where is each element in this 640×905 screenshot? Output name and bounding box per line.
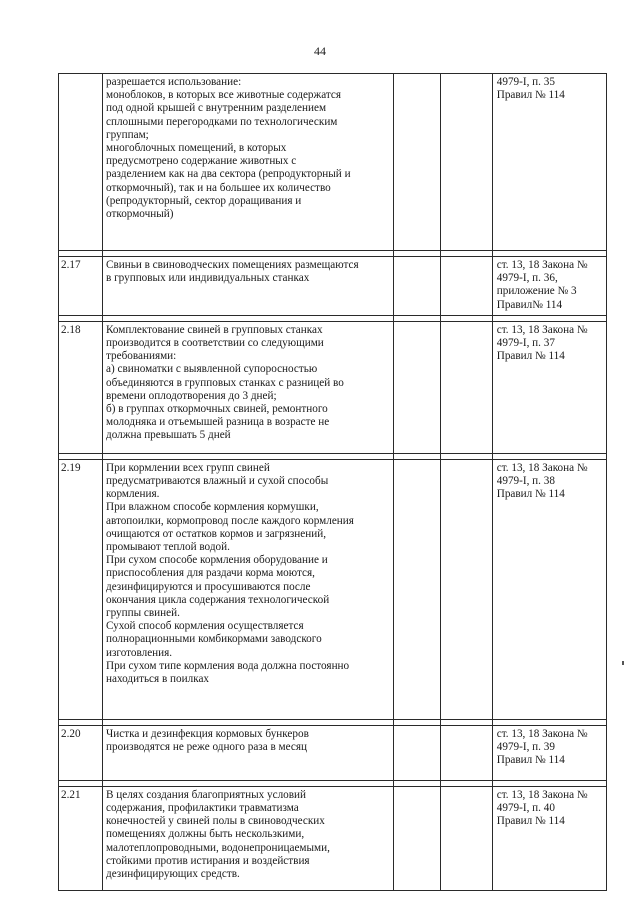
requirement-text-line: стойкими против истирания и воздействия: [106, 854, 310, 867]
legal-reference-line: Правил № 114: [496, 350, 565, 363]
requirement-text-line: Сухой способ кормления осуществляется: [106, 620, 304, 633]
empty-column-cell: [441, 321, 492, 453]
legal-reference-line: ст. 13, 18 Закона №: [496, 788, 588, 801]
requirement-text-line: При кормлении всех групп свиней: [106, 461, 270, 474]
legal-reference-line: Правил № 114: [496, 89, 565, 102]
item-number-cell: [59, 321, 103, 453]
requirement-text-line: дезинфицирующих средств.: [106, 868, 240, 881]
legal-reference-line: 4979-I, п. 40: [496, 802, 555, 815]
table-row: [59, 459, 607, 719]
requirement-text-line: кормления.: [106, 488, 160, 501]
legal-reference-line: 4979-I, п. 37: [496, 337, 555, 350]
requirement-text-line: б) в группах откормочных свиней, ремонтного: [106, 403, 328, 416]
table-row: [59, 257, 607, 316]
requirement-text-line: разрешается использование:: [106, 76, 242, 88]
requirement-text-cell: [103, 257, 394, 316]
empty-column-cell: [441, 725, 492, 780]
requirement-text-line: группам;: [106, 128, 149, 141]
legal-reference-cell: [492, 74, 606, 251]
requirement-text-line: автопоилки, кормопровод после каждого кормления: [106, 514, 354, 527]
requirement-text-cell: [103, 321, 394, 453]
requirement-text-line: очищаются от остатков кормов и загрязнений,: [106, 527, 327, 540]
legal-reference-line: ст. 13, 18 Закона №: [496, 461, 588, 474]
requirement-text-cell: [103, 725, 394, 780]
legal-reference-line: Правил№ 114: [496, 298, 563, 311]
requirement-text-line: конечностей у свиней полы в свиноводческих: [106, 815, 325, 828]
item-number: 2.19: [61, 461, 81, 474]
requirement-text-line: сплошными перегородками по технологическим: [106, 115, 338, 128]
requirement-text-line: а) свиноматки с выявленной супоросностью: [106, 363, 318, 376]
requirement-text-line: изготовления.: [106, 646, 173, 659]
requirement-text-line: приспособления для раздачи корма моются,: [106, 567, 315, 580]
requirement-text-line: многоблочных помещений, в которых: [106, 142, 287, 155]
table-row: [59, 786, 607, 890]
empty-column-cell: [441, 459, 492, 719]
requirement-text-line: производится в соответствии со следующими: [106, 337, 324, 350]
legal-reference-cell: [492, 257, 606, 316]
requirement-text-line: откормочный), так и на большее их количество: [106, 181, 331, 194]
legal-reference-line: ст. 13, 18 Закона №: [496, 323, 588, 336]
legal-reference-line: 4979-I, п. 35: [496, 76, 555, 88]
item-number-cell: [59, 786, 103, 890]
requirements-table-body: [59, 74, 607, 891]
requirements-table: [58, 73, 607, 891]
table-row: [59, 321, 607, 453]
requirement-text-line: находиться в поилках: [106, 673, 210, 686]
requirement-text-cell: [103, 786, 394, 890]
requirement-text-line: предусматриваются влажный и сухой способы: [106, 475, 329, 488]
requirement-text-line: окончания цикла содержания технологической: [106, 593, 330, 606]
empty-column-cell: [441, 74, 492, 251]
requirement-text-line: в групповых или индивидуальных станках: [106, 272, 310, 285]
requirement-text-line: содержания, профилактики травматизма: [106, 802, 299, 815]
requirement-text-line: требованиями:: [106, 350, 177, 363]
requirement-text-line: под одной крышей с внутренним разделением: [106, 102, 327, 115]
legal-reference-line: приложение № 3: [496, 285, 577, 298]
requirement-text-line: откормочный): [106, 208, 174, 221]
empty-column-cell: [441, 786, 492, 890]
legal-reference-cell: [492, 725, 606, 780]
legal-reference-line: 4979-I, п. 38: [496, 475, 555, 488]
requirement-text-line: Комплектование свиней в групповых станках: [106, 323, 323, 336]
requirement-text-line: помещениях должны быть нескользкими,: [106, 828, 305, 841]
requirement-text-line: Свиньи в свиноводческих помещениях размещаются: [106, 259, 359, 271]
empty-column-cell: [394, 725, 441, 780]
empty-column-cell: [394, 786, 441, 890]
requirement-text-line: производятся не реже одного раза в месяц: [106, 741, 307, 754]
requirement-text-line: предусмотрено содержание животных с: [106, 155, 297, 168]
requirement-text-line: молодняка и отъемышей разница в возрасте не: [106, 416, 330, 429]
requirement-text-cell: [103, 459, 394, 719]
requirement-text-line: При влажном способе кормления кормушки,: [106, 501, 319, 514]
legal-reference-line: Правил № 114: [496, 815, 565, 828]
legal-reference-line: Правил № 114: [496, 488, 565, 501]
legal-reference-line: 4979-I, п. 36,: [496, 272, 558, 285]
empty-column-cell: [441, 257, 492, 316]
requirement-text-line: малотеплопроводными, водонепроницаемыми,: [106, 841, 330, 854]
legal-reference-line: ст. 13, 18 Закона №: [496, 259, 588, 271]
item-number: 2.18: [61, 323, 81, 336]
requirement-text-cell: [103, 74, 394, 251]
requirement-text-line: времени оплодотворения до 3 дней;: [106, 389, 277, 402]
requirement-text-line: должна превышать 5 дней: [106, 429, 231, 442]
item-number-cell: [59, 257, 103, 316]
requirement-text-line: объединяются в групповых станках с разницей во: [106, 376, 344, 389]
requirement-text-line: дезинфицируются и просушиваются после: [106, 580, 311, 593]
empty-column-cell: [394, 459, 441, 719]
page-number: 44: [314, 44, 326, 58]
requirement-text-line: полнорационными комбикормами заводского: [106, 633, 322, 646]
item-number: 2.21: [61, 788, 81, 801]
requirement-text-line: (репродукторный, сектор доращивания и: [106, 194, 302, 207]
requirement-text-line: Чистка и дезинфекция кормовых бункеров: [106, 727, 309, 740]
requirement-text-line: группы свиней.: [106, 607, 180, 620]
requirement-text-line: При сухом типе кормления вода должна постоянно: [106, 659, 350, 672]
requirement-text-line: разделением как на два сектора (репродукторный и: [106, 168, 351, 181]
empty-column-cell: [394, 74, 441, 251]
empty-column-cell: [394, 257, 441, 316]
legal-reference-cell: [492, 321, 606, 453]
requirement-text-line: В целях создания благоприятных условий: [106, 788, 307, 801]
table-row: [59, 725, 607, 780]
requirement-text-line: При сухом способе кормления оборудование и: [106, 554, 328, 567]
legal-reference-cell: [492, 786, 606, 890]
scan-speck: [622, 661, 624, 665]
item-number-cell: [59, 74, 103, 251]
item-number: 2.17: [61, 259, 81, 271]
requirement-text-line: моноблоков, в которых все животные содержатся: [106, 89, 342, 102]
legal-reference-line: 4979-I, п. 39: [496, 741, 555, 754]
item-number-cell: [59, 459, 103, 719]
item-number: 2.20: [61, 727, 81, 740]
table-row: [59, 74, 607, 251]
legal-reference-line: Правил № 114: [496, 754, 565, 767]
item-number-cell: [59, 725, 103, 780]
requirement-text-line: промывают теплой водой.: [106, 541, 230, 554]
legal-reference-line: ст. 13, 18 Закона №: [496, 727, 588, 740]
legal-reference-cell: [492, 459, 606, 719]
empty-column-cell: [394, 321, 441, 453]
